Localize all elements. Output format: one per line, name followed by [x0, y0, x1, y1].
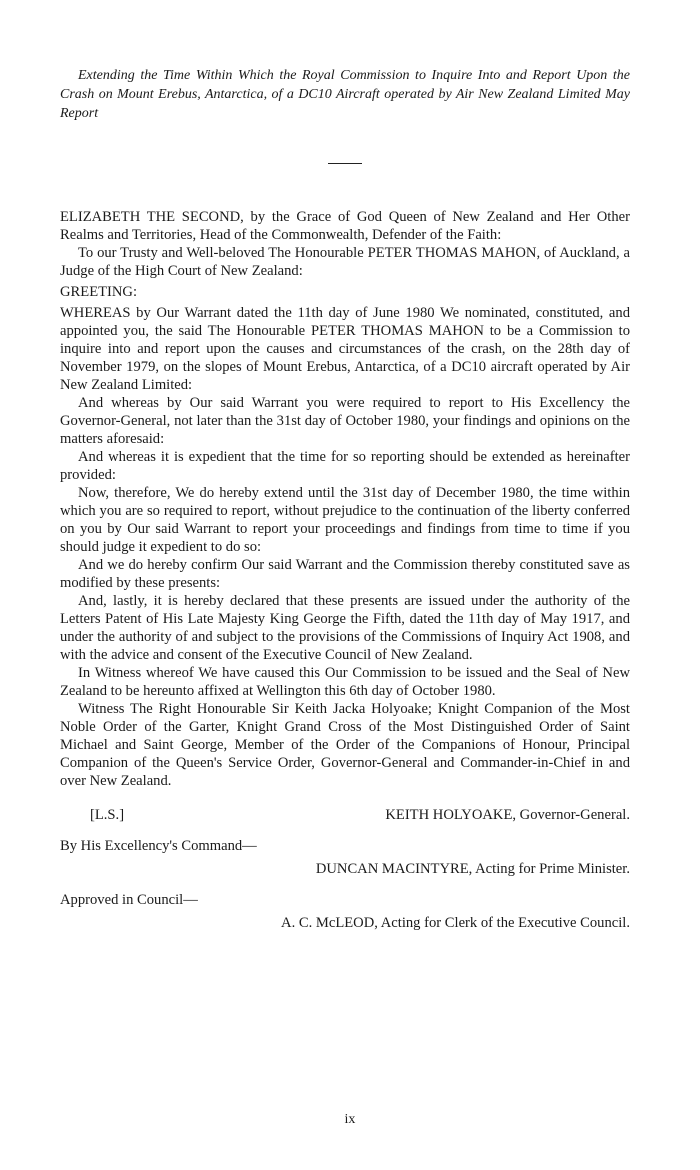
paragraph: And whereas by Our said Warrant you were required to report to His Excellency the Governor-General, not later than the 31st day of October 1980, your findings and opinions on the matters aforesaid: — [60, 395, 630, 447]
greeting: GREETING: — [60, 284, 138, 300]
document-title: Extending the Time Within Which the Royal Commission to Inquire Into and Report Upon the Crash on Mount Erebus, Antarctica, of a DC10 Aircraft operated by Air New Zealand Limited May Report — [60, 68, 630, 121]
paragraph-witness: Witness The Right Honourable Sir Keith Jacka Holyoake; Knight Companion of the Most Noble Order of the Garter, Knight Grand Cross of the Most Distinguished Order of Saint Michael and Saint George, Member of the Order of the Companions of Honour, Principal Companion of the Queen's Service Order, Governor-General and Commander-in-Chief in and over New Zealand. — [60, 701, 630, 789]
paragraph-whereas: WHEREAS by Our Warrant dated the 11th day of June 1980 We nominated, constituted, and appointed you, the said The Honourable PETER THOMAS MAHON to be a Commission to inquire into and report upon the causes and circumstances of the crash, on the 28th day of November 1979, on the slopes of Mount Erebus, Antarctica, of a DC10 aircraft operated by Air New Zealand Limited: — [60, 305, 630, 393]
signature-block — [60, 806, 630, 932]
title-divider — [328, 163, 362, 164]
approved-line: Approved in Council— — [60, 892, 198, 908]
address: To our Trusty and Well-beloved The Honourable PETER THOMAS MAHON, of Auckland, a Judge of the High Court of New Zealand: — [60, 245, 630, 279]
command-line: By His Excellency's Command— — [60, 838, 257, 854]
paragraph: In Witness whereof We have caused this Our Commission to be issued and the Seal of New Zealand to be hereunto affixed at Wellington this 6th day of October 1980. — [60, 665, 630, 699]
paragraph: And whereas it is expedient that the time for so reporting should be extended as hereinafter provided: — [60, 449, 630, 483]
seal-mark: [L.S.] — [90, 807, 125, 823]
page-number: ix — [344, 1112, 356, 1127]
preamble: ELIZABETH THE SECOND, by the Grace of God Queen of New Zealand and Her Other Realms and Territories, Head of the Commonwealth, Defender of the Faith: — [60, 209, 630, 243]
governor-general-signature: KEITH HOLYOAKE, Governor-General. — [385, 807, 630, 823]
document-page — [60, 66, 630, 932]
prime-minister-signature: DUNCAN MACINTYRE, Acting for Prime Minister. — [315, 861, 630, 877]
commission-body — [60, 208, 630, 790]
clerk-signature: A. C. McLEOD, Acting for Clerk of the Executive Council. — [281, 915, 630, 931]
paragraph: And we do hereby confirm Our said Warrant and the Commission thereby constituted save as modified by these presents: — [60, 557, 630, 591]
paragraph: And, lastly, it is hereby declared that these presents are issued under the authority of the Letters Patent of His Late Majesty King George the Fifth, dated the 11th day of May 1917, and under the authority of and subject to the provisions of the Commissions of Inquiry Act 1908, and with the advice and consent of the Executive Council of New Zealand. — [60, 593, 630, 663]
paragraph: Now, therefore, We do hereby extend until the 31st day of December 1980, the time within which you are so required to report, without prejudice to the continuation of the liberty conferred on you by Our said Warrant to report your proceedings and findings from time to time if you should judge it expedient to do so: — [60, 485, 630, 555]
